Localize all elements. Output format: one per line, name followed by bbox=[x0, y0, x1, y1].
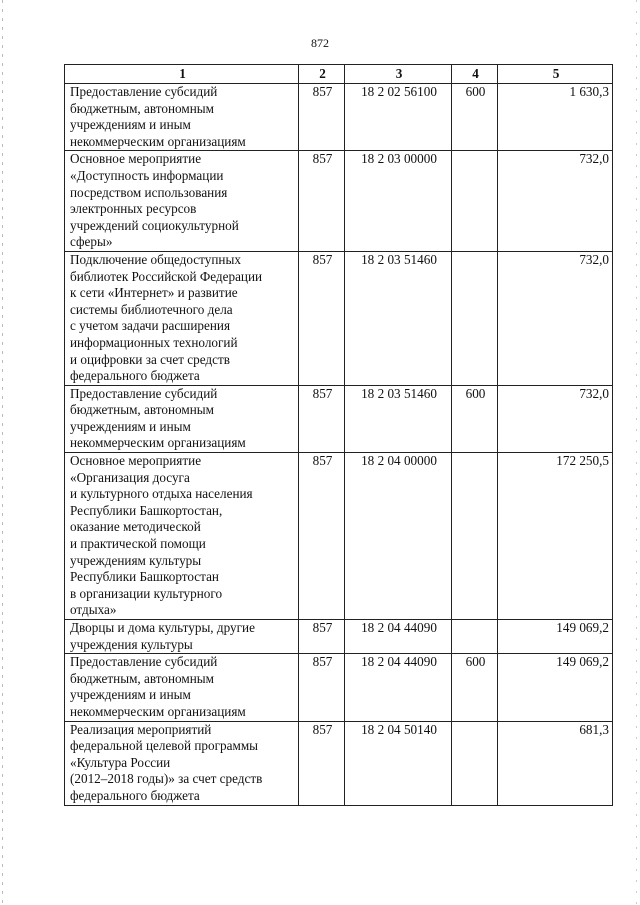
row-name-line: отдыха» bbox=[70, 602, 117, 618]
table-row bbox=[65, 385, 613, 452]
row-name-line: учреждениям и иным bbox=[70, 117, 191, 133]
row-name-line: бюджетным, автономным bbox=[70, 100, 214, 116]
row-target-code: 18 2 04 44090 bbox=[345, 654, 452, 721]
row-name-line: «Культура России bbox=[70, 754, 171, 770]
row-name-line: сферы» bbox=[70, 234, 113, 250]
row-name-cell bbox=[65, 151, 299, 252]
row-target-code: 18 2 04 50140 bbox=[345, 721, 452, 805]
row-name-line: некоммерческим организациям bbox=[70, 435, 246, 451]
row-name-line: учреждениям и иным bbox=[70, 687, 191, 703]
row-name-line: Основное мероприятие bbox=[70, 151, 202, 167]
row-target-code: 18 2 04 44090 bbox=[345, 620, 452, 654]
row-name-cell bbox=[65, 385, 299, 452]
row-name-cell bbox=[65, 453, 299, 620]
row-name-line: к сети «Интернет» и развитие bbox=[70, 285, 238, 301]
table-row bbox=[65, 620, 613, 654]
row-admin-code: 857 bbox=[299, 654, 345, 721]
row-name-line: «Доступность информации bbox=[70, 167, 224, 183]
table-row bbox=[65, 151, 613, 252]
row-name-cell bbox=[65, 84, 299, 151]
column-header-5: 5 bbox=[498, 65, 613, 84]
row-name-line: Основное мероприятие bbox=[70, 453, 202, 469]
row-name-line: учреждениям культуры bbox=[70, 552, 202, 568]
scan-edge-left bbox=[2, 0, 3, 905]
column-header-4: 4 bbox=[452, 65, 498, 84]
row-expense-type: 600 bbox=[452, 84, 498, 151]
row-name-line: Республики Башкортостан, bbox=[70, 502, 223, 518]
row-name-line: библиотек Российской Федерации bbox=[70, 268, 263, 284]
row-expense-type bbox=[452, 151, 498, 252]
header-row bbox=[65, 65, 613, 84]
row-target-code: 18 2 03 00000 bbox=[345, 151, 452, 252]
row-name-line: некоммерческим организациям bbox=[70, 133, 246, 149]
row-admin-code: 857 bbox=[299, 84, 345, 151]
column-header-1: 1 bbox=[65, 65, 299, 84]
row-name-line: с учетом задачи расширения bbox=[70, 318, 231, 334]
row-name-line: бюджетным, автономным bbox=[70, 670, 214, 686]
row-amount: 1 630,3 bbox=[498, 84, 613, 151]
row-name-line: и практической помощи bbox=[70, 536, 206, 552]
row-name-line: Дворцы и дома культуры, другие bbox=[70, 620, 255, 635]
row-name-line: в организации культурного bbox=[70, 585, 223, 601]
row-name-line: федеральной целевой программы bbox=[70, 738, 259, 754]
row-amount: 732,0 bbox=[498, 151, 613, 252]
row-expense-type bbox=[452, 721, 498, 805]
row-amount: 732,0 bbox=[498, 385, 613, 452]
row-expense-type bbox=[452, 620, 498, 654]
row-name-line: Предоставление субсидий bbox=[70, 84, 218, 99]
row-name-cell bbox=[65, 251, 299, 385]
row-name-line: оказание методической bbox=[70, 519, 201, 535]
row-amount: 732,0 bbox=[498, 251, 613, 385]
row-target-code: 18 2 03 51460 bbox=[345, 385, 452, 452]
row-expense-type: 600 bbox=[452, 654, 498, 721]
row-name-line: посредством использования bbox=[70, 184, 228, 200]
row-name-line: и культурного отдыха населения bbox=[70, 486, 253, 502]
row-amount: 149 069,2 bbox=[498, 654, 613, 721]
row-name-line: и оцифровки за счет средств bbox=[70, 351, 230, 367]
row-admin-code: 857 bbox=[299, 251, 345, 385]
row-name-line: учреждениям и иным bbox=[70, 418, 191, 434]
row-name-line: учреждений социокультурной bbox=[70, 217, 239, 233]
row-name-line: информационных технологий bbox=[70, 334, 238, 350]
row-name-line: (2012–2018 годы)» за счет средств bbox=[70, 771, 263, 787]
row-admin-code: 857 bbox=[299, 385, 345, 452]
row-name-line: системы библиотечного дела bbox=[70, 301, 233, 317]
row-name-cell bbox=[65, 620, 299, 654]
table-row bbox=[65, 84, 613, 151]
row-name-line: Предоставление субсидий bbox=[70, 654, 218, 670]
row-amount: 172 250,5 bbox=[498, 453, 613, 620]
page-number: 872 bbox=[311, 36, 329, 50]
row-name-cell bbox=[65, 654, 299, 721]
row-name-line: Республики Башкортостан bbox=[70, 569, 219, 585]
table-body bbox=[65, 84, 613, 806]
column-header-3: 3 bbox=[345, 65, 452, 84]
row-expense-type: 600 bbox=[452, 385, 498, 452]
table-row bbox=[65, 453, 613, 620]
table-row bbox=[65, 654, 613, 721]
row-name-line: некоммерческим организациям bbox=[70, 703, 246, 719]
row-name-line: Подключение общедоступных bbox=[70, 251, 241, 267]
row-name-line: федерального бюджета bbox=[70, 368, 200, 384]
row-expense-type bbox=[452, 453, 498, 620]
row-name-line: «Организация досуга bbox=[70, 469, 190, 485]
table-row bbox=[65, 251, 613, 385]
row-expense-type bbox=[452, 251, 498, 385]
row-name-line: бюджетным, автономным bbox=[70, 402, 214, 418]
row-target-code: 18 2 03 51460 bbox=[345, 251, 452, 385]
row-name-line: Предоставление субсидий bbox=[70, 385, 218, 401]
row-admin-code: 857 bbox=[299, 620, 345, 654]
row-name-line: учреждения культуры bbox=[70, 636, 193, 652]
row-amount: 149 069,2 bbox=[498, 620, 613, 654]
column-header-2: 2 bbox=[299, 65, 345, 84]
row-target-code: 18 2 04 00000 bbox=[345, 453, 452, 620]
row-admin-code: 857 bbox=[299, 721, 345, 805]
scan-edge-right bbox=[636, 0, 637, 905]
row-name-cell bbox=[65, 721, 299, 805]
table-row bbox=[65, 721, 613, 805]
row-name-line: Реализация мероприятий bbox=[70, 721, 212, 737]
row-amount: 681,3 bbox=[498, 721, 613, 805]
row-admin-code: 857 bbox=[299, 453, 345, 620]
row-target-code: 18 2 02 56100 bbox=[345, 84, 452, 151]
row-name-line: электронных ресурсов bbox=[70, 201, 197, 217]
row-name-line: федерального бюджета bbox=[70, 787, 200, 803]
budget-table bbox=[64, 64, 613, 806]
row-admin-code: 857 bbox=[299, 151, 345, 252]
